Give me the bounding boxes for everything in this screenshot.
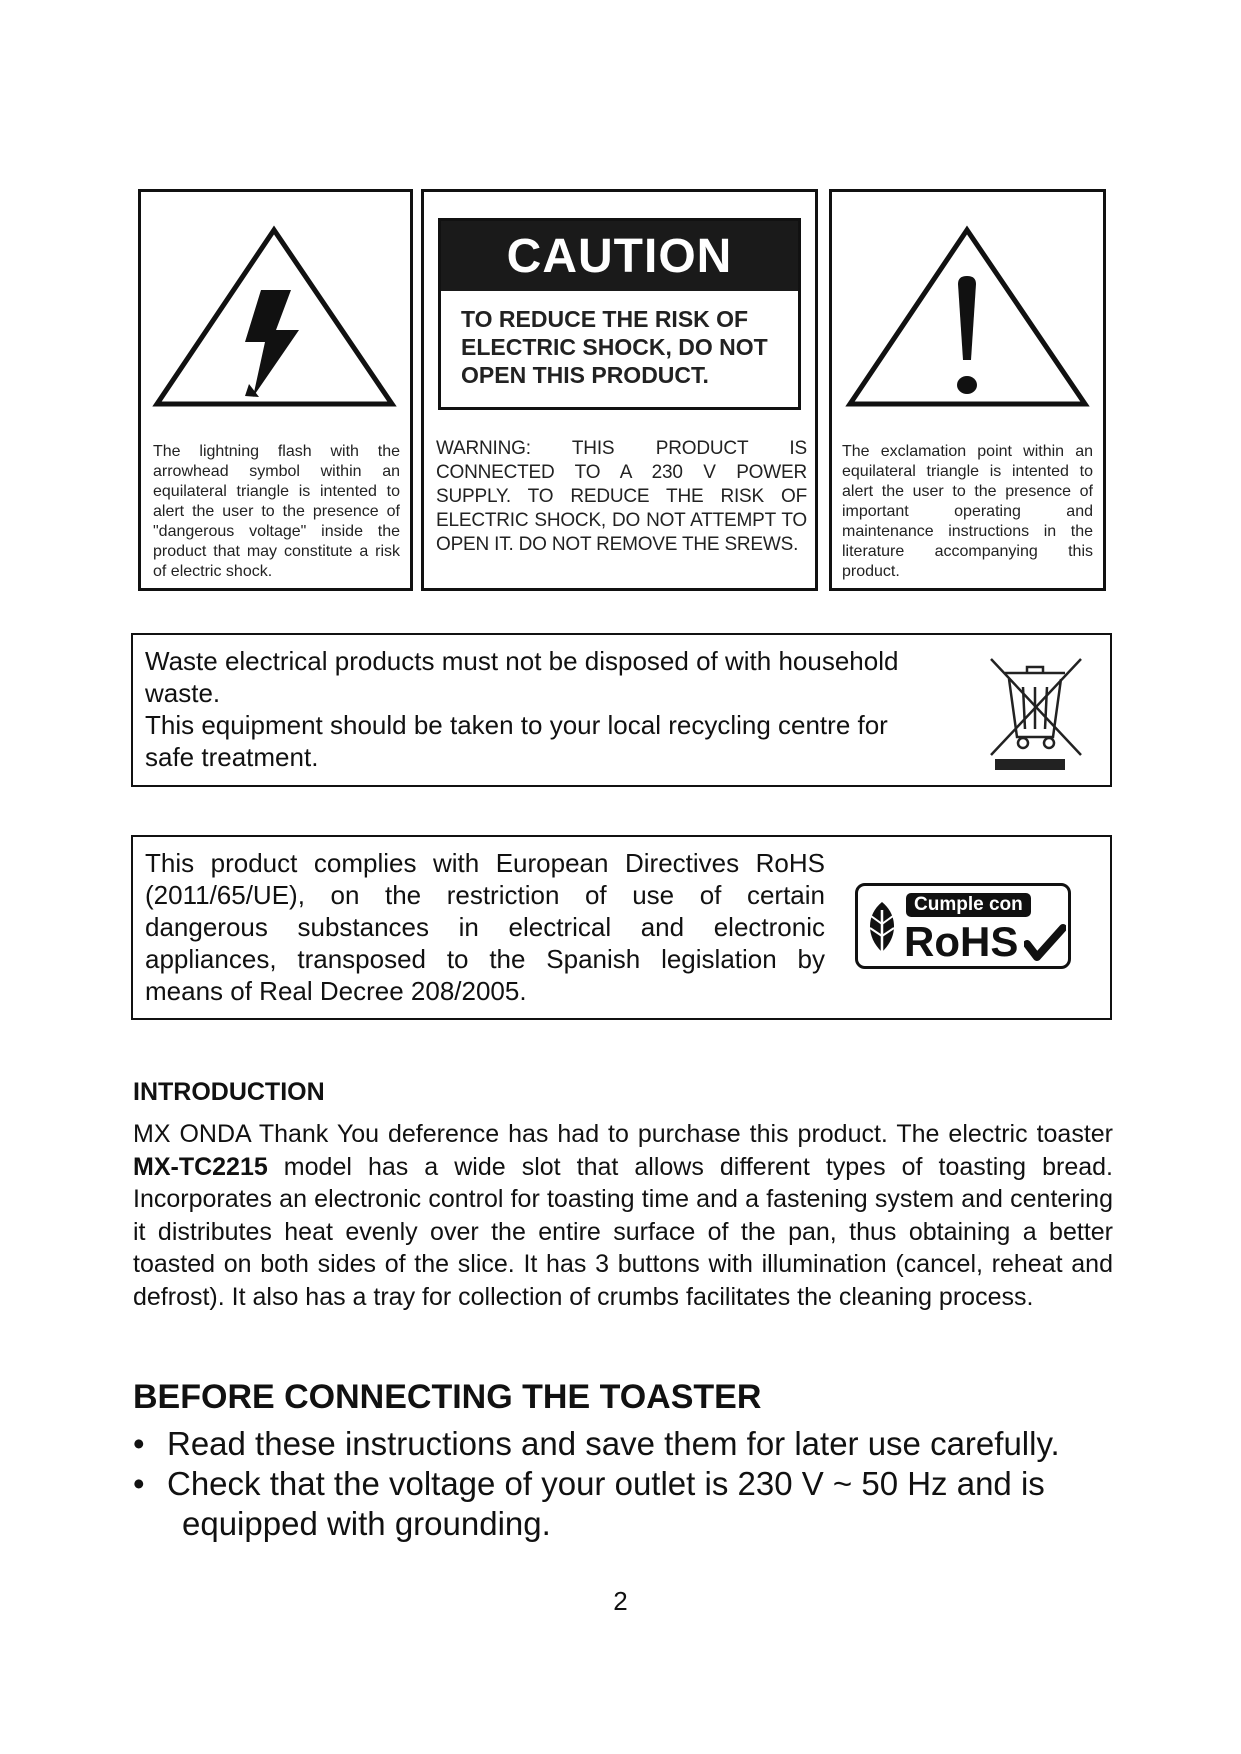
before-connecting-heading: BEFORE CONNECTING THE TOASTER [133,1378,762,1416]
lightning-warning-panel [138,189,413,591]
warning-text: WARNING: THIS PRODUCT IS CONNECTED TO A 230 V POWER SUPPLY. TO REDUCE THE RISK OF ELECTRIC SHOCK, DO NOT ATTEMPT TO OPEN IT. DO NOT REMOVE THE SREWS. [436,438,807,555]
checkmark-icon [1024,924,1066,962]
list-item [133,1424,1123,1464]
before-connecting-list [133,1424,1123,1544]
bullet-text-continued: equipped with grounding. [182,1505,551,1542]
caution-label [438,218,801,410]
model-number: MX-TC2215 [133,1152,268,1181]
caution-title: CAUTION [441,221,798,291]
caution-panel [421,189,818,591]
page-number: 2 [613,1586,628,1616]
rohs-badge-main: RoHS [904,918,1019,965]
weee-line-1: Waste electrical products must not be disposed of with household waste. [145,646,899,708]
leaf-icon [863,900,901,958]
rohs-text: This product complies with European Directives RoHS (2011/65/UE), on the restriction of use of certain dangerous substances in electrical and electronic appliances, transposed to the Spanish legislation by means of Real Decree 208/2005. [145,848,825,1006]
list-item [133,1464,1123,1544]
intro-text-2: model has a wide slot that allows different types of toasting bread. Incorporates an electronic control for toasting time and a fastening system and centering it distributes heat evenly over the entire surface of the pan, thus obtaining a better toasted on both sides of the slice. It has 3 buttons with illumination (cancel, reheat and defrost). It also has a tray for collection of crumbs facilitates the cleaning process. [133,1152,1113,1311]
exclamation-triangle-icon [832,192,1103,412]
introduction-paragraph [133,1118,1113,1313]
introduction-heading: INTRODUCTION [133,1078,325,1106]
intro-text-1: MX ONDA Thank You deference has had to purchase this product. The electric toaster [133,1120,1113,1148]
crossed-bin-icon [983,655,1093,773]
exclamation-description: The exclamation point within an equilateral triangle is intented to alert the user to the presence of important operating and maintenance instructions in the literature accompanying this product. [842,443,1093,580]
exclamation-warning-panel [829,189,1106,591]
bullet-icon: • [133,1465,145,1502]
bullet-icon: • [133,1425,145,1462]
rohs-badge-top: Cumple con [906,893,1031,917]
rohs-notice [131,835,1112,1020]
bullet-text: Check that the voltage of your outlet is 230 V ~ 50 Hz and is [167,1465,1045,1502]
weee-notice [131,633,1112,787]
bullet-text: Read these instructions and save them for later use carefully. [167,1425,1060,1462]
caution-body: TO REDUCE THE RISK OF ELECTRIC SHOCK, DO NOT OPEN THIS PRODUCT. [461,306,768,388]
lightning-description: The lightning flash with the arrowhead symbol within an equilateral triangle is intented to alert the user to the presence of "dangerous voltage" inside the product that may constitute a risk of electric shock. [153,443,400,580]
rohs-badge [855,883,1071,969]
weee-line-2: This equipment should be taken to your local recycling centre for safe treatment. [145,710,888,772]
lightning-triangle-icon [141,192,410,412]
